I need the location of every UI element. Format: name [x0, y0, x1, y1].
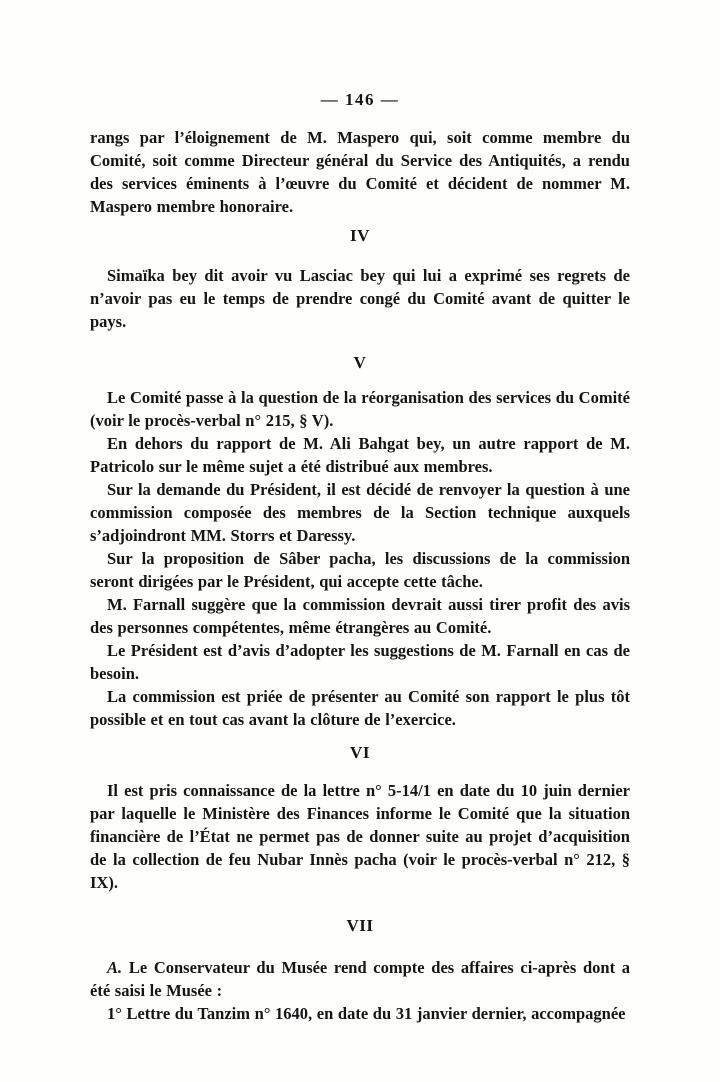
item-letter-a: A.	[107, 958, 123, 977]
paragraph-maspero-continuation: rangs par l’éloignement de M. Maspero qui, soit comme membre du Comité, soit comme Directeur général du Service des Antiquités, a rendu des services éminents à l’œuvre du Comité et décident de nommer M. Maspero membre honoraire.	[90, 128, 630, 216]
section-heading-vii: VII	[346, 916, 374, 935]
paragraph-ministere-finances: Il est pris connaissance de la lettre n° 5-14/1 en date du 10 juin dernier par laquelle le Ministère des Finances informe le Comité que la situation financière de l’État ne permet pas de donner suite au projet d’acquisition de la collection de feu Nubar Innès pacha (voir le procès-verbal n° 212, § IX).	[90, 781, 630, 892]
paragraph-president-avis: Le Président est d’avis d’adopter les suggestions de M. Farnall en cas de besoin.	[90, 641, 630, 683]
section-heading-vi: VI	[350, 743, 370, 762]
page-number: — 146 —	[320, 90, 400, 109]
paragraph-saber-pacha: Sur la proposition de Sâber pacha, les discussions de la commission seront dirigées par le Président, qui accepte cette tâche.	[90, 549, 630, 591]
section-heading-v: V	[353, 353, 367, 372]
paragraph-conservateur-text: Le Conservateur du Musée rend compte des affaires ci-après dont a été saisi le Musée :	[90, 958, 630, 1000]
page-body	[90, 126, 630, 1025]
paragraph-lettre-tanzim: 1° Lettre du Tanzim n° 1640, en date du 31 janvier dernier, accompagnée	[107, 1004, 626, 1023]
paragraph-farnall-suggestion: M. Farnall suggère que la commission devrait aussi tirer profit des avis des personnes compétentes, même étrangères au Comité.	[90, 595, 630, 637]
paragraph-rapport-patricolo: En dehors du rapport de M. Ali Bahgat bey, un autre rapport de M. Patricolo sur le même sujet a été distribué aux membres.	[90, 434, 630, 476]
section-heading-iv: IV	[350, 226, 370, 245]
paragraph-reorganisation: Le Comité passe à la question de la réorganisation des services du Comité (voir le procès-verbal n° 215, § V).	[90, 388, 630, 430]
paragraph-simaika-lasciac: Simaïka bey dit avoir vu Lasciac bey qui lui a exprimé ses regrets de n’avoir pas eu le temps de prendre congé du Comité avant de quitter le pays.	[90, 266, 630, 331]
paragraph-commission-rapport: La commission est priée de présenter au Comité son rapport le plus tôt possible et en tout cas avant la clôture de l’exercice.	[90, 687, 630, 729]
paragraph-commission-technique: Sur la demande du Président, il est décidé de renvoyer la question à une commission composée des membres de la Section technique auxquels s’adjoindront MM. Storrs et Daressy.	[90, 480, 630, 545]
paragraph-conservateur-musee	[90, 956, 630, 1002]
